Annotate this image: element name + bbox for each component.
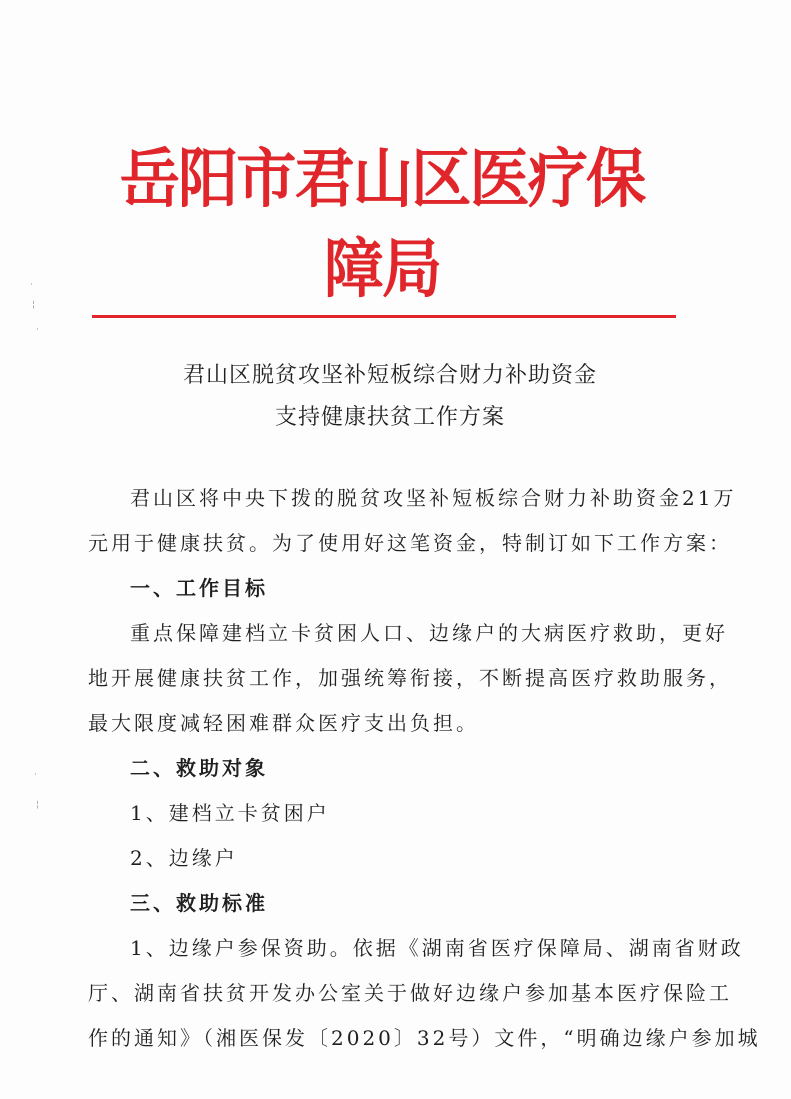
section-1-heading: 一、工作目标 bbox=[130, 576, 268, 600]
section-1-line-3: 最大限度减轻困难群众医疗支出负担。 bbox=[88, 711, 479, 735]
masthead-title: 岳阳市君山区医疗保障局 bbox=[119, 142, 645, 307]
red-divider-rule bbox=[92, 315, 676, 318]
section-2-item-1: 1、建档立卡贫困户 bbox=[130, 801, 330, 825]
scan-mark: · bbox=[36, 325, 39, 335]
section-3-line-1: 1、边缘户参保资助。依据《湖南省医疗保障局、湖南省财政 bbox=[130, 936, 744, 960]
document-title-line-2: 支持健康扶贫工作方案 bbox=[274, 405, 505, 430]
section-1-line-2: 地开展健康扶贫工作，加强统筹衔接，不断提高医疗救助服务， bbox=[88, 666, 732, 690]
scan-mark: ¦ bbox=[32, 300, 36, 310]
intro-line-1: 君山区将中央下拨的脱贫攻坚补短板综合财力补助资金21万 bbox=[130, 486, 737, 510]
intro-line-2: 元用于健康扶贫。为了使用好这笔资金，特制订如下工作方案： bbox=[88, 531, 732, 555]
section-3-line-3: 作的通知》（湘医保发〔2020〕32号）文件，“明确边缘户参加城 bbox=[88, 1026, 761, 1050]
section-2-item-2: 2、边缘户 bbox=[130, 846, 238, 870]
scan-mark: ¦ bbox=[36, 800, 40, 810]
section-3-line-2: 厅、湖南省扶贫开发办公室关于做好边缘户参加基本医疗保险工 bbox=[88, 981, 732, 1005]
section-3-heading: 三、救助标准 bbox=[130, 891, 268, 915]
scan-mark: · bbox=[34, 770, 37, 780]
section-1-line-1: 重点保障建档立卡贫困人口、边缘户的大病医疗救助，更好 bbox=[130, 621, 728, 645]
section-2-heading: 二、救助对象 bbox=[130, 756, 268, 780]
scan-mark: · bbox=[30, 280, 33, 290]
document-title-line-1: 君山区脱贫攻坚补短板综合财力补助资金 bbox=[182, 363, 597, 388]
